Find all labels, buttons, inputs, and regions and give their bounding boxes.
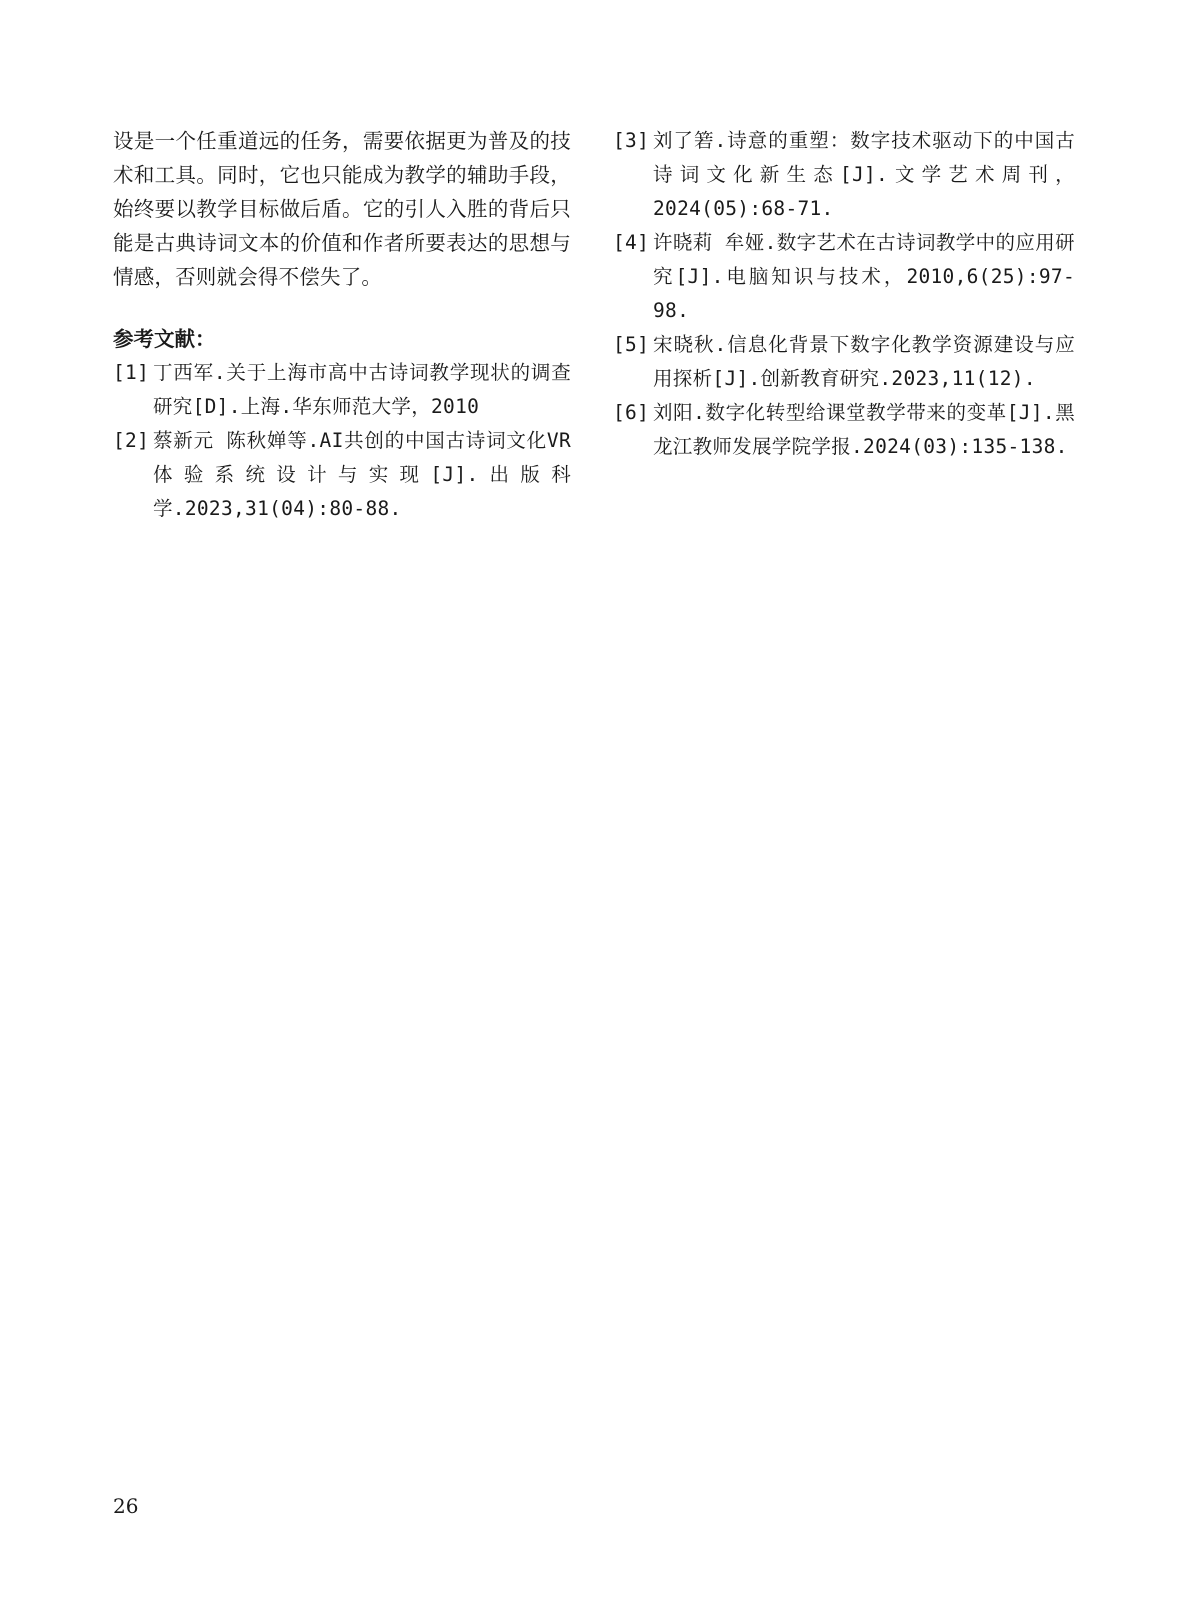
right-column — [613, 124, 1075, 464]
reference-number: [2] — [113, 429, 150, 452]
page-number: 26 — [113, 1494, 139, 1518]
reference-text: 蔡新元 陈秋婵等.AI共创的中国古诗词文化VR体验系统设计与实现[J].出版科学.2023,31(04):80-88. — [153, 429, 571, 520]
reference-text: 许晓莉 牟娅.数字艺术在古诗词教学中的应用研究[J].电脑知识与技术，2010,6(25):97-98. — [653, 231, 1075, 322]
reference-item — [613, 124, 1075, 226]
reference-number: [1] — [113, 361, 150, 384]
reference-item — [613, 396, 1075, 464]
left-column — [113, 124, 571, 526]
reference-item — [113, 356, 571, 424]
reference-number: [5] — [613, 333, 650, 356]
reference-number: [4] — [613, 231, 650, 254]
references-heading: 参考文献： — [113, 327, 216, 351]
reference-item — [613, 328, 1075, 396]
reference-text: 刘了箬.诗意的重塑：数字技术驱动下的中国古诗词文化新生态[J].文学艺术周刊，2024(05):68-71. — [653, 129, 1075, 220]
reference-item — [113, 424, 571, 526]
body-paragraph: 设是一个任重道远的任务，需要依据更为普及的技术和工具。同时，它也只能成为教学的辅助手段，始终要以教学目标做后盾。它的引人入胜的背后只能是古典诗词文本的价值和作者所要表达的思想与情感，否则就会得不偿失了。 — [113, 129, 571, 289]
reference-text: 刘阳.数字化转型给课堂教学带来的变革[J].黑龙江教师发展学院学报.2024(03):135-138. — [653, 401, 1075, 458]
reference-item — [613, 226, 1075, 328]
reference-number: [6] — [613, 401, 650, 424]
reference-number: [3] — [613, 129, 650, 152]
reference-text: 丁西军.关于上海市高中古诗词教学现状的调查研究[D].上海.华东师范大学，2010 — [153, 361, 571, 418]
reference-text: 宋晓秋.信息化背景下数字化教学资源建设与应用探析[J].创新教育研究.2023,11(12). — [653, 333, 1075, 390]
